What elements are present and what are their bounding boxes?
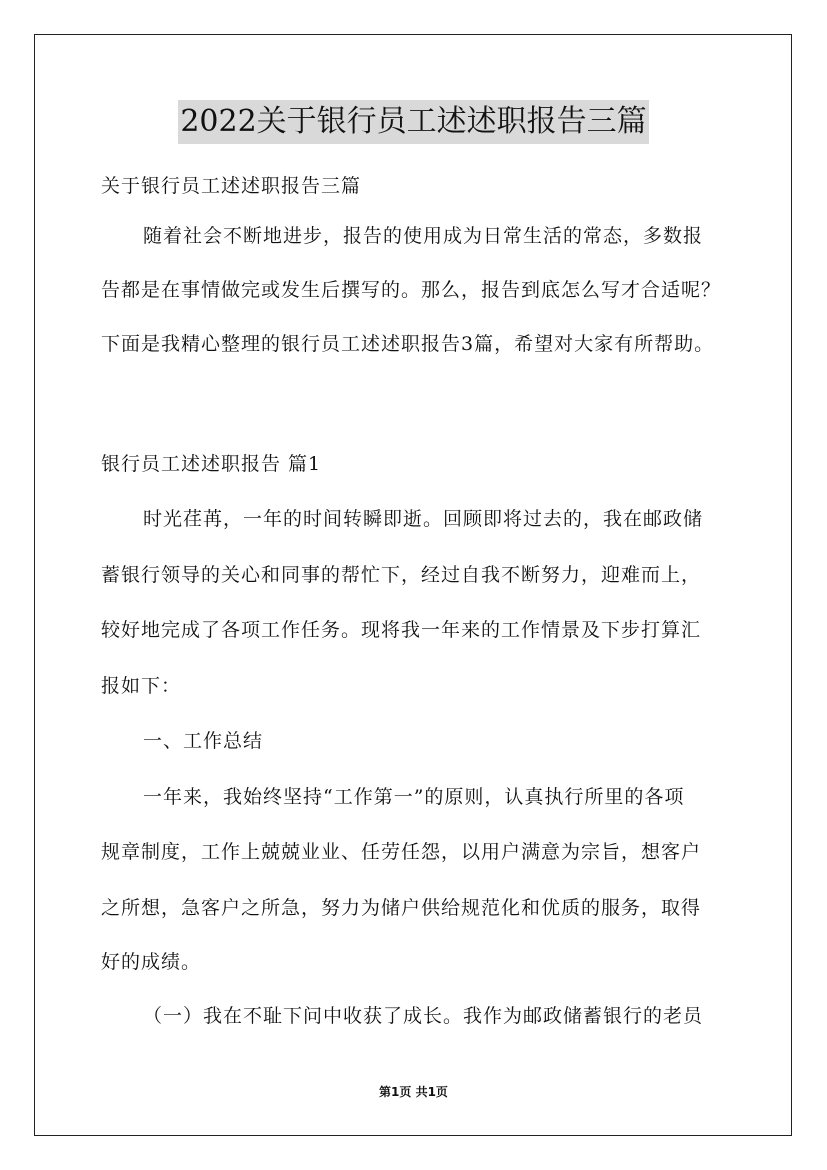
paragraph-line: 时光荏苒，一年的时间转瞬即逝。回顾即将过去的，我在邮政储 [143,508,704,530]
paragraph-line: 规章制度，工作上兢兢业业、任劳任怨，以用户满意为宗旨，想客户 [101,841,702,863]
paragraph-line: 好的成绩。 [101,951,202,973]
title-container [0,100,827,144]
paragraph-line: 较好地完成了各项工作任务。现将我一年来的工作情景及下步打算汇 [101,619,702,641]
document-title: 2022关于银行员工述述职报告三篇 [178,100,648,144]
paragraph-line: 随着社会不断地进步，报告的使用成为日常生活的常态，多数报 [143,225,704,247]
paragraph-line: 一年来，我始终坚持“工作第一”的原则，认真执行所里的各项 [143,786,685,808]
page-number-label: 第1页 共1页 [379,1085,448,1099]
paragraph-line: 蓄银行领导的关心和同事的帮忙下，经过自我不断努力，迎难而上， [101,564,702,586]
paragraph-line: 报如下： [101,675,182,697]
subsection-heading: 一、工作总结 [143,730,264,752]
paragraph-line: 告都是在事情做完或发生后撰写的。那么，报告到底怎么写才合适呢？ [101,279,722,301]
paragraph-line: （一）我在不耻下问中收获了成长。我作为邮政储蓄银行的老员 [143,1005,704,1027]
section-heading: 银行员工述述职报告 篇1 [101,453,322,475]
paragraph-line: 下面是我精心整理的银行员工述述职报告3篇，希望对大家有所帮助。 [101,333,715,355]
paragraph-line: 之所想，急客户之所急，努力为储户供给规范化和优质的服务，取得 [101,897,702,919]
page-footer [0,1083,827,1100]
section-heading: 关于银行员工述述职报告三篇 [101,175,362,197]
